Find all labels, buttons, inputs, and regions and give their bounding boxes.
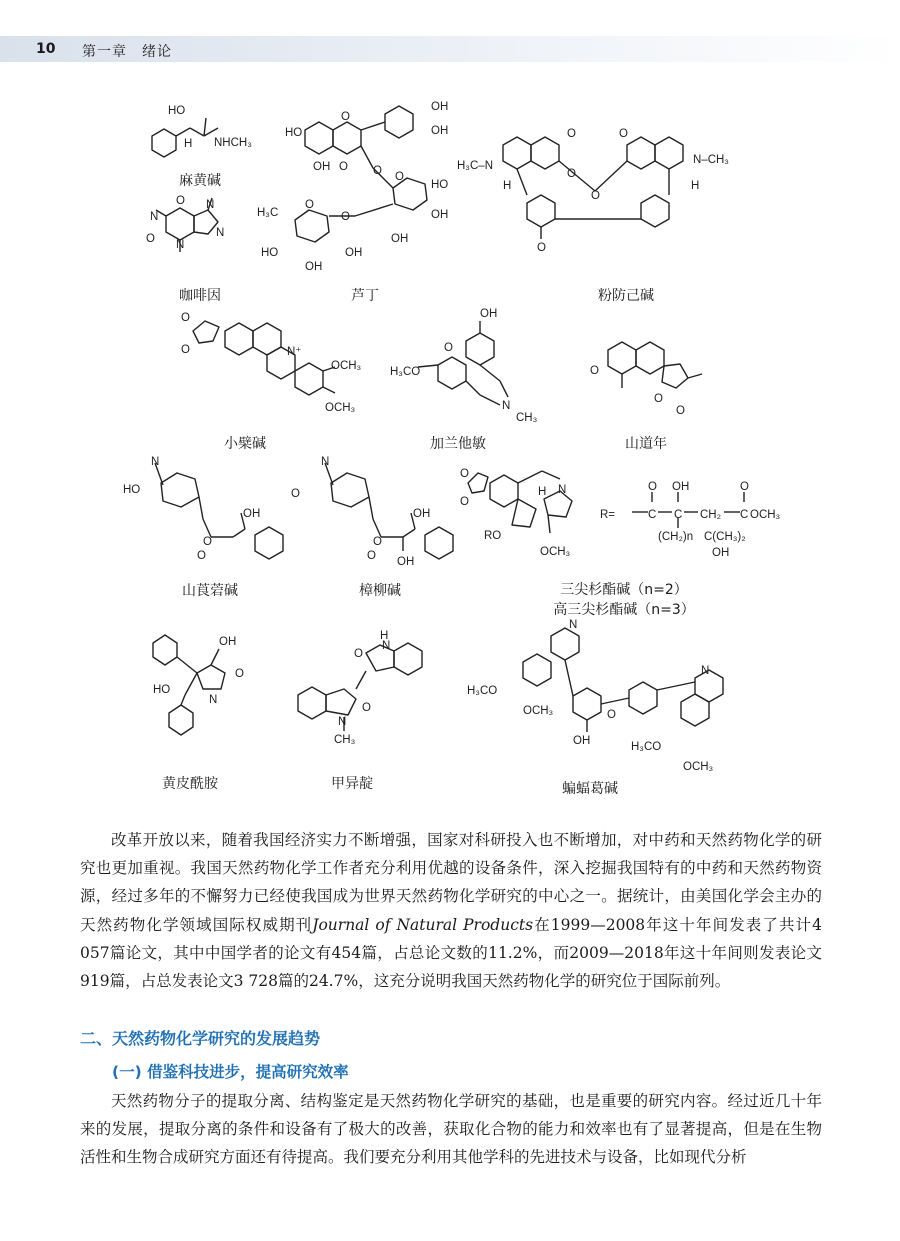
svg-text:O: O [235, 668, 244, 680]
paragraph-2 [80, 1087, 822, 1172]
caffeine-structure [140, 196, 250, 276]
svg-text:OCH₃: OCH₃ [683, 761, 714, 773]
svg-text:OH: OH [480, 308, 498, 320]
svg-text:OH: OH [431, 125, 449, 137]
rutin-structure [255, 92, 465, 277]
svg-text:OH: OH [397, 556, 415, 568]
svg-text:OH: OH [305, 261, 323, 273]
santonin-structure [590, 320, 720, 425]
svg-text:N⁺: N⁺ [287, 346, 302, 358]
svg-text:O: O [740, 481, 749, 493]
chapter-title: 第一章 绪论 [82, 44, 172, 60]
svg-text:OH: OH [391, 233, 409, 245]
anisodamine-name: 山莨菪碱 [182, 583, 238, 599]
svg-text:C(CH₃)₂: C(CH₃)₂ [704, 531, 746, 543]
svg-text:C: C [740, 509, 749, 521]
svg-text:OH: OH [413, 508, 431, 520]
section-heading: 二、天然药物化学研究的发展趋势 [80, 1029, 321, 1048]
dauricine-name: 蝙蝠葛碱 [562, 781, 618, 797]
svg-text:HO: HO [153, 684, 171, 696]
svg-text:OCH₃: OCH₃ [523, 705, 554, 717]
ephedrine-name: 麻黄碱 [179, 173, 221, 189]
svg-text:O: O [460, 496, 469, 508]
anisodamine-structure [115, 455, 305, 565]
svg-text:OCH₃: OCH₃ [325, 402, 356, 414]
svg-text:O: O [648, 481, 657, 493]
svg-text:O: O [339, 161, 348, 173]
svg-text:HO: HO [431, 179, 449, 191]
svg-text:OH: OH [431, 101, 449, 113]
clausenamide-name: 黄皮酰胺 [162, 776, 218, 792]
svg-text:O: O [654, 393, 663, 405]
svg-text:OH: OH [431, 209, 449, 221]
galantamine-structure [390, 305, 565, 425]
page-number: 10 [36, 41, 56, 57]
svg-text:OH: OH [573, 735, 591, 747]
svg-text:N: N [569, 619, 578, 631]
svg-text:O: O [373, 536, 382, 548]
svg-text:N: N [176, 239, 185, 251]
svg-text:O: O [444, 342, 453, 354]
svg-text:HO: HO [261, 247, 279, 259]
svg-text:C: C [648, 509, 657, 521]
svg-text:NHCH₃: NHCH₃ [214, 137, 252, 149]
svg-text:O: O [460, 468, 469, 480]
svg-text:N: N [321, 456, 330, 468]
ephedrine-structure [140, 92, 250, 167]
svg-text:HO: HO [285, 127, 303, 139]
harringtonine-r-group [600, 478, 785, 558]
svg-text:N: N [206, 199, 215, 211]
svg-text:O: O [607, 709, 616, 721]
berberine-structure [175, 305, 365, 425]
rutin-name: 芦丁 [351, 288, 379, 304]
svg-text:CH₃: CH₃ [334, 734, 356, 746]
svg-text:O: O [291, 488, 300, 500]
paragraph-2-text: 天然药物分子的提取分离、结构鉴定是天然药物化学研究的基础，也是重要的研究内容。经过近几十年来的发展，提取分离的条件和设备有了极大的改善，获取化合物的能力和效率也有了显著提高，但是在生物活性和生物合成研究方面还有待提高。我们要充分利用其他学科的先进技术与设备，比如现代分析 [80, 1092, 822, 1167]
svg-text:OCH₃: OCH₃ [331, 360, 362, 372]
svg-text:H: H [503, 180, 512, 192]
svg-text:O: O [567, 128, 576, 140]
fangchinoline-name: 粉防己碱 [598, 288, 654, 304]
svg-text:OCH₃: OCH₃ [540, 546, 571, 558]
paragraph-1 [80, 826, 822, 995]
svg-text:O: O [197, 550, 206, 562]
svg-text:O: O [362, 702, 371, 714]
svg-text:O: O [181, 344, 190, 356]
anisodine-name: 樟柳碱 [359, 583, 401, 599]
svg-text:O: O [619, 128, 628, 140]
svg-text:N: N [151, 456, 160, 468]
harringtonine-structure [460, 455, 610, 565]
svg-text:OH: OH [345, 247, 363, 259]
svg-text:N: N [558, 484, 567, 496]
svg-text:HO: HO [168, 105, 186, 117]
svg-text:O: O [395, 171, 404, 183]
dauricine-structure [465, 619, 735, 773]
svg-text:OH: OH [243, 508, 261, 520]
svg-text:O: O [146, 233, 155, 245]
paragraph-1-text-b: 在1999—2008年这十年间发表了共计4 057篇论文，其中中国学者的论文有454篇，占总论文数的11.2%，而2009—2018年这十年间则发表论文919篇，占总发表论文3 728篇的24.7%，这充分说明我国天然药物化学的研究位于国际前列。 [80, 915, 822, 991]
svg-text:H₃CO: H₃CO [631, 741, 662, 753]
svg-text:OH: OH [313, 161, 331, 173]
svg-text:O: O [176, 195, 185, 207]
clausenamide-structure [145, 625, 265, 755]
svg-text:N–CH₃: N–CH₃ [693, 154, 729, 166]
subsection-heading: (一) 借鉴科技进步，提高研究效率 [112, 1063, 349, 1081]
svg-text:H: H [691, 180, 700, 192]
svg-text:OCH₃: OCH₃ [750, 509, 781, 521]
harringtonine-name [553, 580, 695, 620]
svg-text:O: O [537, 242, 546, 254]
svg-text:O: O [341, 211, 350, 223]
harringtonine-name-line2: 高三尖杉酯碱（n=3） [553, 602, 695, 618]
svg-text:R=: R= [600, 509, 616, 521]
svg-text:H₃CO: H₃CO [390, 366, 421, 378]
meisoindigo-structure [290, 625, 450, 755]
svg-text:H₃CO: H₃CO [467, 685, 498, 697]
svg-text:H₃C: H₃C [257, 207, 279, 219]
svg-text:H: H [184, 138, 193, 150]
svg-text:O: O [676, 405, 685, 417]
svg-text:N: N [701, 665, 710, 677]
svg-text:N: N [209, 694, 218, 706]
svg-text:N: N [216, 227, 225, 239]
svg-text:H: H [538, 486, 547, 498]
svg-text:O: O [367, 550, 376, 562]
svg-text:N: N [382, 640, 391, 652]
svg-text:OH: OH [672, 481, 690, 493]
svg-text:N: N [502, 400, 511, 412]
svg-text:N: N [338, 716, 347, 728]
journal-name: Journal of Natural Products [312, 915, 534, 934]
svg-text:O: O [181, 312, 190, 324]
svg-text:RO: RO [484, 530, 502, 542]
svg-text:O: O [567, 168, 576, 180]
harringtonine-name-line1: 三尖杉酯碱（n=2） [560, 582, 688, 598]
anisodine-structure [285, 455, 475, 570]
fangchinoline-structure [455, 95, 755, 265]
paragraph-1-text-a: 改革开放以来，随着我国经济实力不断增强，国家对科研投入也不断增加，对中药和天然药物化学的研究也更加重视。我国天然药物化学工作者充分利用优越的设备条件，深入挖掘我国特有的中药和天然药物资源，经过多年的不懈努力已经使我国成为世界天然药物化学研究的中心之一。据统计，由美国化学会主办的天然药物化学领域国际权威期刊 [80, 831, 822, 934]
svg-text:HO: HO [123, 484, 141, 496]
svg-text:O: O [354, 648, 363, 660]
svg-text:O: O [305, 199, 314, 211]
svg-text:(CH₂)n: (CH₂)n [658, 531, 694, 543]
meisoindigo-name: 甲异靛 [331, 776, 373, 792]
santonin-name: 山道年 [625, 436, 667, 452]
berberine-name: 小檗碱 [224, 436, 266, 452]
svg-text:OH: OH [219, 636, 237, 648]
svg-text:CH₃: CH₃ [516, 412, 538, 424]
svg-text:O: O [203, 536, 212, 548]
svg-text:H: H [380, 630, 389, 642]
svg-text:O: O [341, 111, 350, 123]
svg-text:CH₂: CH₂ [700, 509, 722, 521]
svg-text:O: O [591, 190, 600, 202]
galantamine-name: 加兰他敏 [430, 436, 486, 452]
caffeine-name: 咖啡因 [179, 288, 221, 304]
svg-text:OH: OH [712, 547, 730, 559]
svg-text:C: C [674, 509, 683, 521]
svg-text:N: N [150, 211, 159, 223]
svg-text:H₃C–N: H₃C–N [457, 160, 493, 172]
svg-text:O: O [373, 165, 382, 177]
svg-text:O: O [590, 365, 599, 377]
